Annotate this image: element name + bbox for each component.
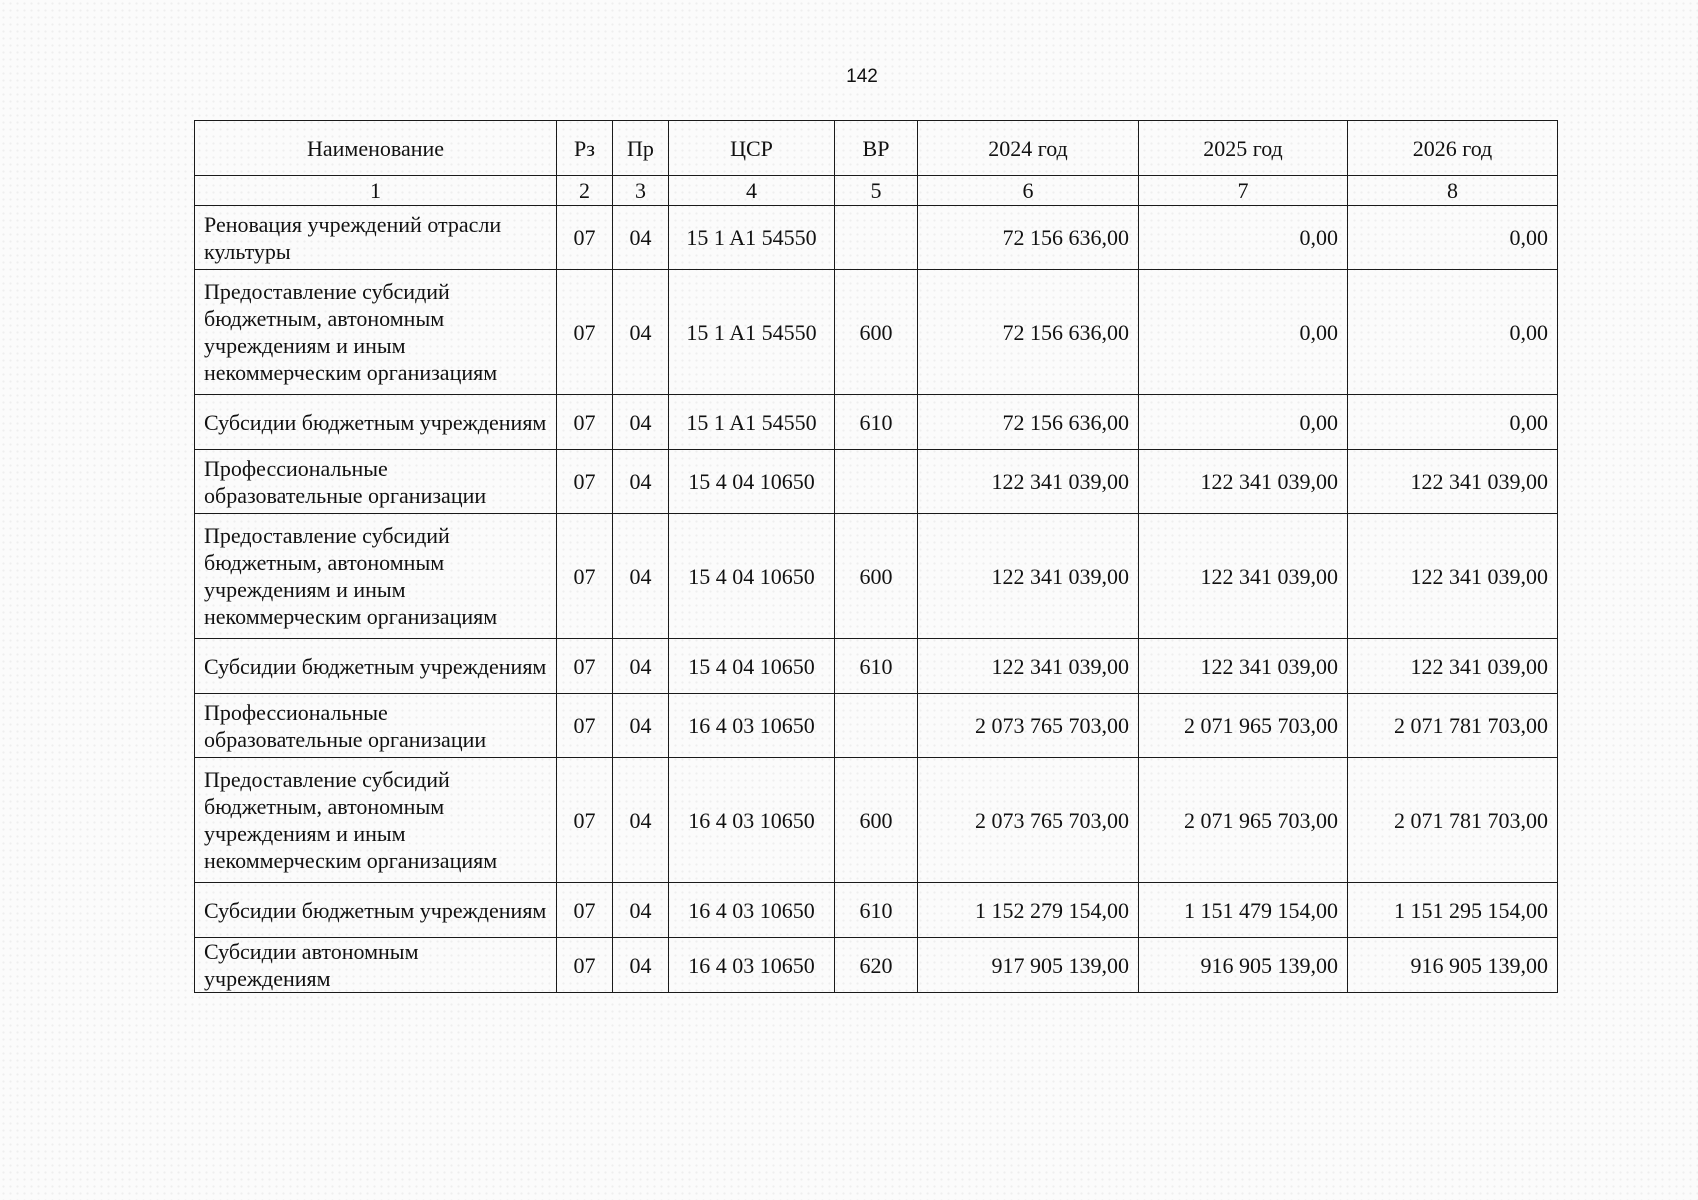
row-csr: 15 4 04 10650 xyxy=(669,639,835,694)
row-rz: 07 xyxy=(557,514,613,639)
row-2026: 2 071 781 703,00 xyxy=(1348,694,1558,758)
row-pr: 04 xyxy=(613,639,669,694)
header-2026: 2026 год xyxy=(1348,121,1558,176)
row-pr: 04 xyxy=(613,450,669,514)
row-pr: 04 xyxy=(613,758,669,883)
table-row xyxy=(195,395,1558,450)
row-rz: 07 xyxy=(557,883,613,938)
table-header-row xyxy=(195,121,1558,176)
row-name: Профессиональные образовательные организации xyxy=(195,694,557,758)
table-row xyxy=(195,639,1558,694)
table-row xyxy=(195,450,1558,514)
row-2024: 122 341 039,00 xyxy=(918,639,1139,694)
row-2024: 917 905 139,00 xyxy=(918,938,1139,993)
column-number: 4 xyxy=(669,176,835,206)
row-2024: 72 156 636,00 xyxy=(918,270,1139,395)
table-row xyxy=(195,206,1558,270)
row-vr xyxy=(835,450,918,514)
header-pr: Пр xyxy=(613,121,669,176)
row-csr: 15 1 A1 54550 xyxy=(669,206,835,270)
row-2024: 72 156 636,00 xyxy=(918,206,1139,270)
column-number: 8 xyxy=(1348,176,1558,206)
column-number: 6 xyxy=(918,176,1139,206)
row-2026: 0,00 xyxy=(1348,395,1558,450)
column-number: 2 xyxy=(557,176,613,206)
row-pr: 04 xyxy=(613,270,669,395)
row-vr: 600 xyxy=(835,514,918,639)
row-vr xyxy=(835,206,918,270)
row-pr: 04 xyxy=(613,883,669,938)
table-row xyxy=(195,514,1558,639)
row-2026: 0,00 xyxy=(1348,206,1558,270)
row-rz: 07 xyxy=(557,938,613,993)
row-csr: 16 4 03 10650 xyxy=(669,758,835,883)
row-vr: 600 xyxy=(835,758,918,883)
row-rz: 07 xyxy=(557,639,613,694)
row-2025: 0,00 xyxy=(1139,270,1348,395)
row-name: Субсидии бюджетным учреждениям xyxy=(195,883,557,938)
row-2026: 2 071 781 703,00 xyxy=(1348,758,1558,883)
column-number: 7 xyxy=(1139,176,1348,206)
row-2025: 0,00 xyxy=(1139,395,1348,450)
row-2026: 916 905 139,00 xyxy=(1348,938,1558,993)
row-2026: 0,00 xyxy=(1348,270,1558,395)
row-2025: 122 341 039,00 xyxy=(1139,450,1348,514)
row-vr: 620 xyxy=(835,938,918,993)
row-csr: 15 4 04 10650 xyxy=(669,450,835,514)
header-2024: 2024 год xyxy=(918,121,1139,176)
row-csr: 15 1 A1 54550 xyxy=(669,395,835,450)
row-2024: 122 341 039,00 xyxy=(918,514,1139,639)
row-2025: 1 151 479 154,00 xyxy=(1139,883,1348,938)
column-number-row xyxy=(195,176,1558,206)
row-pr: 04 xyxy=(613,694,669,758)
header-csr: ЦСР xyxy=(669,121,835,176)
column-number: 5 xyxy=(835,176,918,206)
header-2025: 2025 год xyxy=(1139,121,1348,176)
row-name: Субсидии автономным учреждениям xyxy=(195,938,557,993)
row-rz: 07 xyxy=(557,694,613,758)
table-row xyxy=(195,694,1558,758)
row-2025: 2 071 965 703,00 xyxy=(1139,694,1348,758)
row-name: Профессиональные образовательные организации xyxy=(195,450,557,514)
row-2025: 0,00 xyxy=(1139,206,1348,270)
row-name: Предоставление субсидий бюджетным, автономным учреждениям и иным некоммерческим организациям xyxy=(195,758,557,883)
header-vr: ВР xyxy=(835,121,918,176)
row-vr: 610 xyxy=(835,639,918,694)
table-row xyxy=(195,883,1558,938)
row-rz: 07 xyxy=(557,395,613,450)
row-vr: 610 xyxy=(835,395,918,450)
row-2025: 122 341 039,00 xyxy=(1139,639,1348,694)
row-2024: 1 152 279 154,00 xyxy=(918,883,1139,938)
header-name: Наименование xyxy=(195,121,557,176)
row-2025: 122 341 039,00 xyxy=(1139,514,1348,639)
row-rz: 07 xyxy=(557,270,613,395)
budget-table xyxy=(194,120,1558,993)
row-vr: 600 xyxy=(835,270,918,395)
row-pr: 04 xyxy=(613,938,669,993)
row-2024: 122 341 039,00 xyxy=(918,450,1139,514)
table-row xyxy=(195,270,1558,395)
row-rz: 07 xyxy=(557,758,613,883)
row-2026: 122 341 039,00 xyxy=(1348,514,1558,639)
row-pr: 04 xyxy=(613,395,669,450)
row-csr: 16 4 03 10650 xyxy=(669,883,835,938)
row-2024: 72 156 636,00 xyxy=(918,395,1139,450)
header-rz: Рз xyxy=(557,121,613,176)
column-number: 1 xyxy=(195,176,557,206)
row-2025: 2 071 965 703,00 xyxy=(1139,758,1348,883)
row-name: Предоставление субсидий бюджетным, автономным учреждениям и иным некоммерческим организациям xyxy=(195,270,557,395)
row-rz: 07 xyxy=(557,450,613,514)
row-vr: 610 xyxy=(835,883,918,938)
row-vr xyxy=(835,694,918,758)
row-csr: 15 1 A1 54550 xyxy=(669,270,835,395)
row-pr: 04 xyxy=(613,514,669,639)
column-number: 3 xyxy=(613,176,669,206)
row-name: Предоставление субсидий бюджетным, автономным учреждениям и иным некоммерческим организациям xyxy=(195,514,557,639)
table-row xyxy=(195,758,1558,883)
row-name: Субсидии бюджетным учреждениям xyxy=(195,639,557,694)
row-2024: 2 073 765 703,00 xyxy=(918,758,1139,883)
table-row xyxy=(195,938,1558,993)
row-2025: 916 905 139,00 xyxy=(1139,938,1348,993)
row-2026: 122 341 039,00 xyxy=(1348,639,1558,694)
row-name: Субсидии бюджетным учреждениям xyxy=(195,395,557,450)
row-csr: 16 4 03 10650 xyxy=(669,694,835,758)
row-csr: 15 4 04 10650 xyxy=(669,514,835,639)
row-2026: 1 151 295 154,00 xyxy=(1348,883,1558,938)
row-name: Реновация учреждений отрасли культуры xyxy=(195,206,557,270)
row-pr: 04 xyxy=(613,206,669,270)
row-csr: 16 4 03 10650 xyxy=(669,938,835,993)
row-2024: 2 073 765 703,00 xyxy=(918,694,1139,758)
row-2026: 122 341 039,00 xyxy=(1348,450,1558,514)
page-number: 142 xyxy=(846,66,878,87)
row-rz: 07 xyxy=(557,206,613,270)
